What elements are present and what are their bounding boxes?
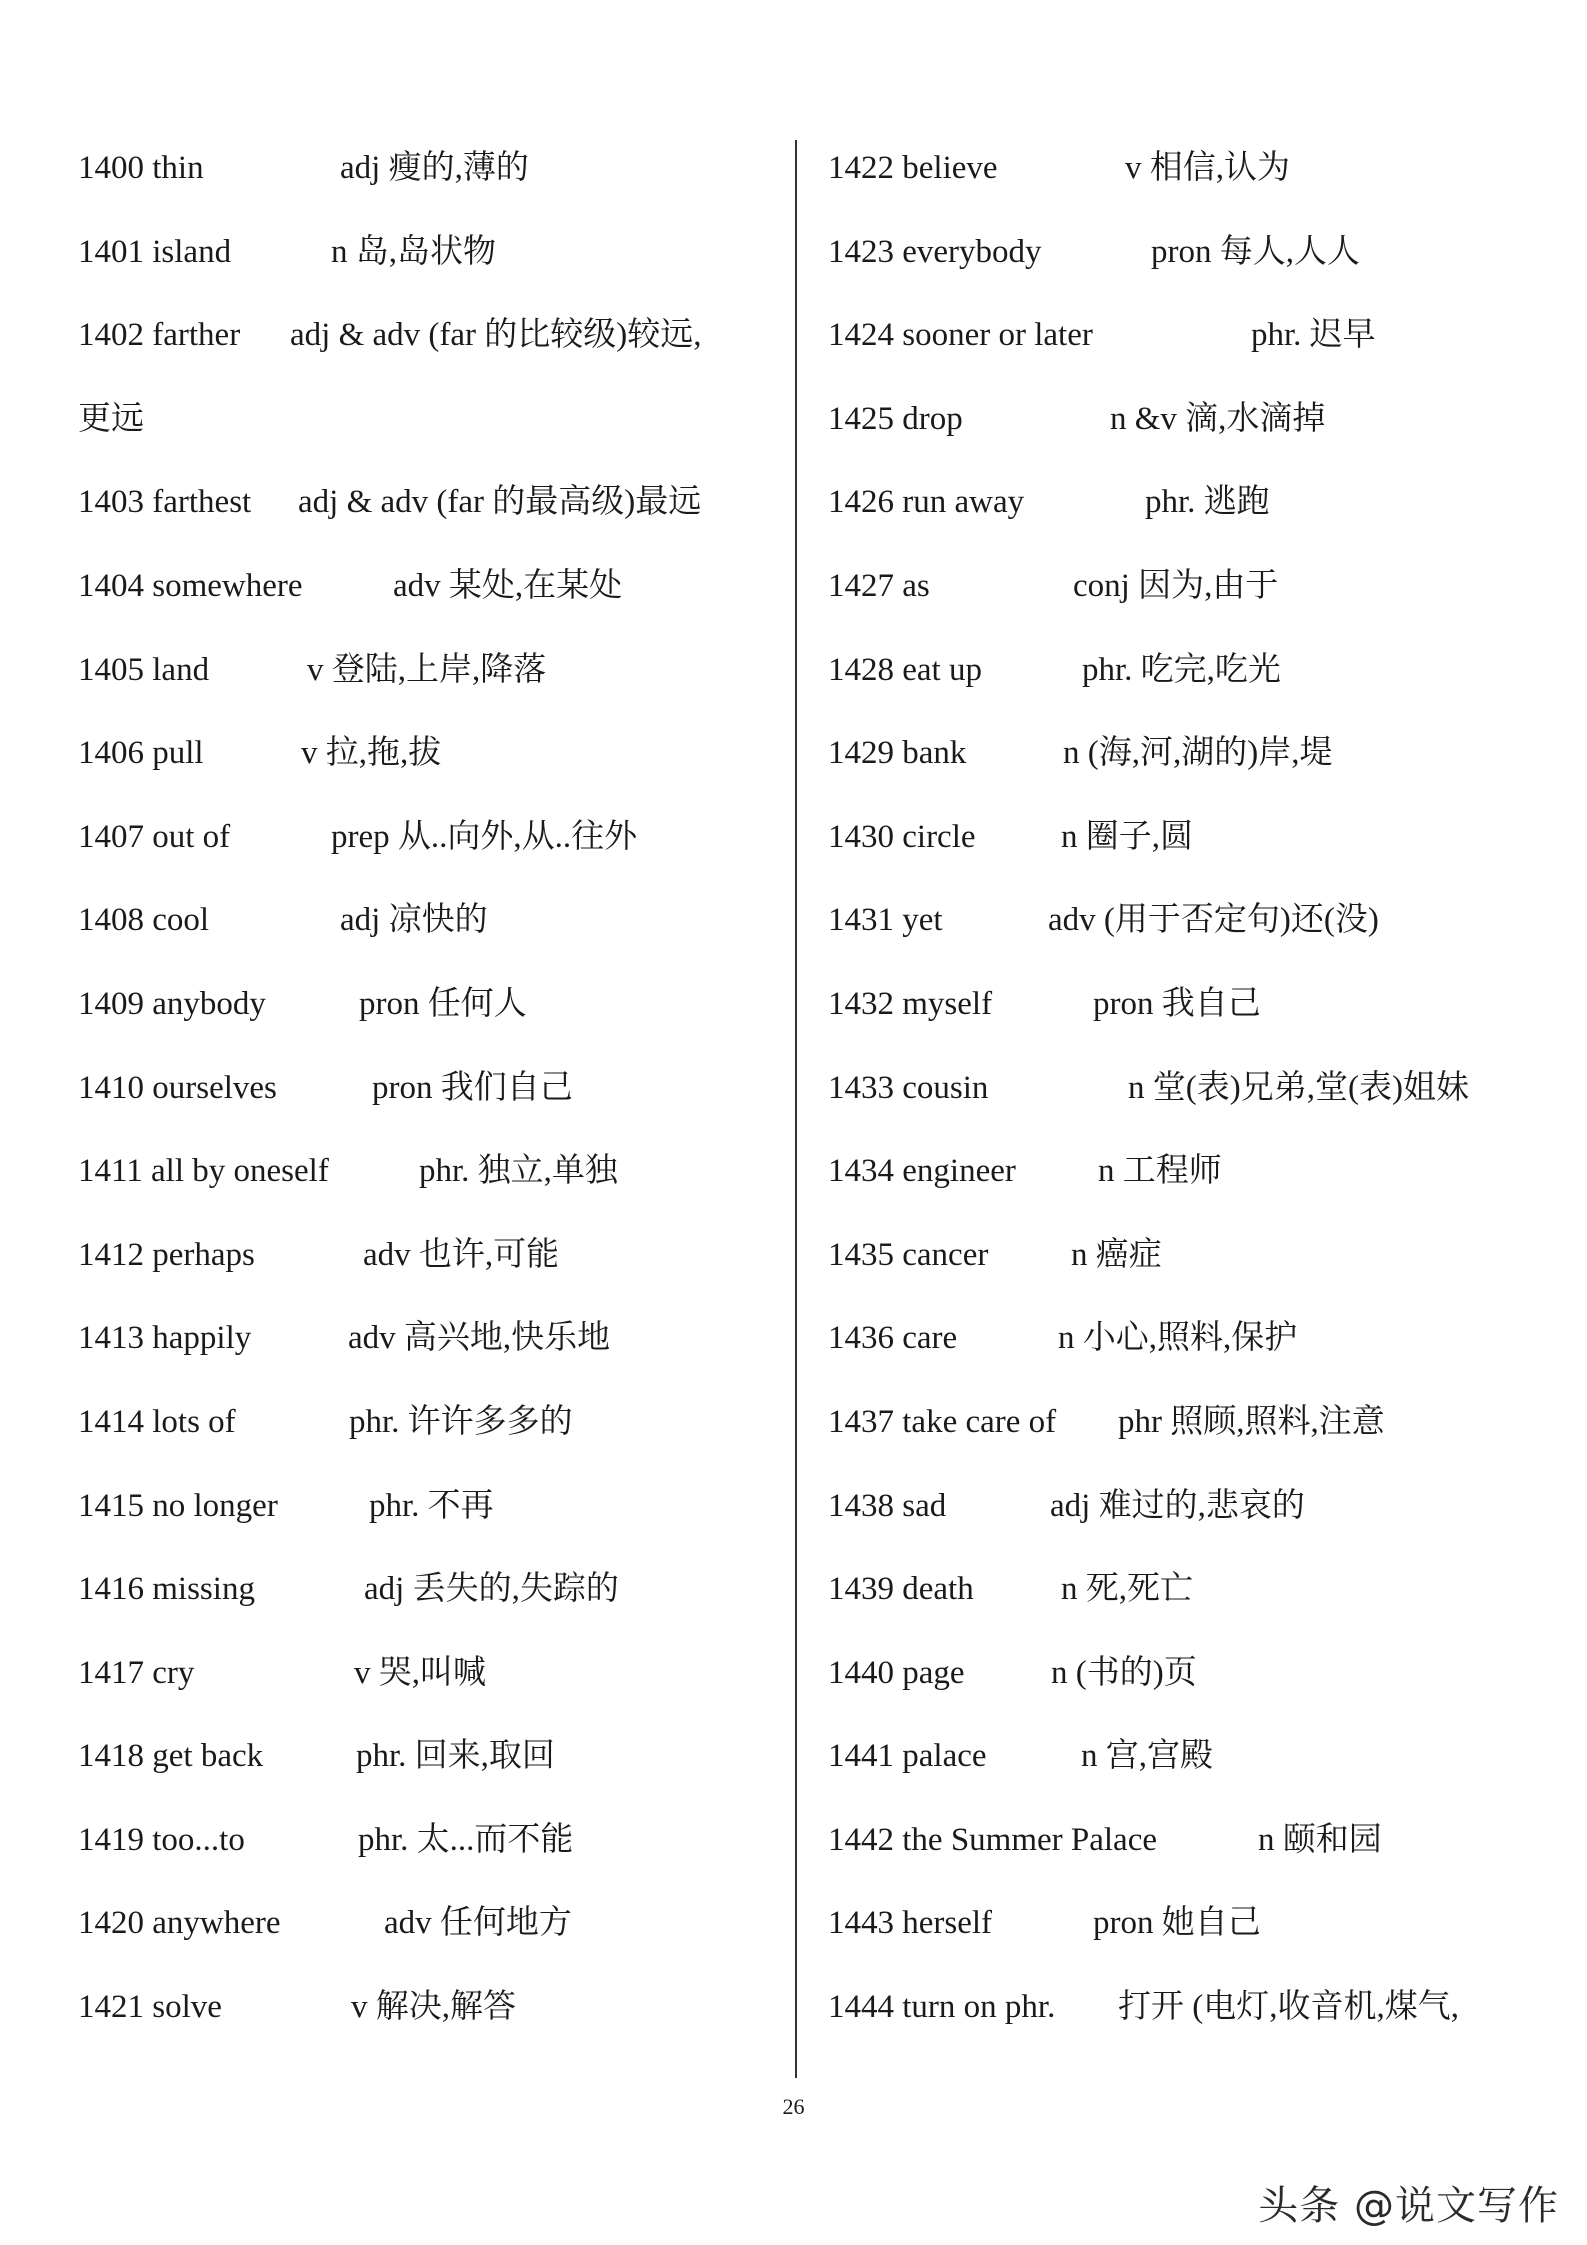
vocab-entry — [828, 1655, 1548, 1739]
vocab-definition: n 圈子,圆 — [1061, 818, 1193, 855]
vocab-definition: phr. 吃完,吃光 — [1082, 651, 1281, 688]
vocab-entry — [828, 484, 1548, 568]
vocab-entry — [78, 1070, 778, 1154]
vocab-definition: phr. 太...而不能 — [358, 1821, 574, 1858]
vocab-definition: pron 我们自己 — [372, 1069, 573, 1106]
vocab-definition: adv 高兴地,快乐地 — [348, 1320, 611, 1357]
vocab-entry — [78, 1488, 778, 1572]
vocab-entry — [828, 317, 1548, 401]
vocab-word: 1437 take care of — [828, 1403, 1057, 1440]
vocab-word: 1441 palace — [828, 1738, 987, 1775]
vocab-entry — [828, 1070, 1548, 1154]
vocab-word: 1405 land — [78, 651, 210, 688]
vocab-definition: n 小心,照料,保护 — [1058, 1320, 1298, 1357]
vocab-entry — [828, 1822, 1548, 1906]
vocab-definition: n 宫,宫殿 — [1081, 1738, 1213, 1775]
vocab-definition: phr. 独立,单独 — [419, 1153, 618, 1190]
vocab-word: 1430 circle — [828, 818, 976, 855]
vocab-definition: n 堂(表)兄弟,堂(表)姐妹 — [1128, 1069, 1469, 1106]
vocab-word: 1429 bank — [828, 735, 967, 772]
vocab-word: 1427 as — [828, 567, 930, 604]
vocab-word: 1414 lots of — [78, 1403, 236, 1440]
vocab-word: 1408 cool — [78, 902, 210, 939]
vocab-entry — [78, 150, 778, 234]
vocab-entry — [828, 902, 1548, 986]
vocab-word: 1413 happily — [78, 1320, 252, 1357]
vocab-definition: v 相信,认为 — [1125, 150, 1290, 186]
vocab-entry — [828, 1153, 1548, 1237]
vocab-definition: pron 我自己 — [1093, 985, 1261, 1022]
vocab-word: 1402 farther — [78, 317, 241, 354]
vocab-definition: phr. 回来,取回 — [356, 1738, 555, 1775]
vocab-word: 1443 herself — [828, 1905, 993, 1942]
vocab-definition: phr. 逃跑 — [1145, 484, 1270, 521]
vocab-entry — [78, 1237, 778, 1321]
vocab-entry — [828, 401, 1548, 485]
vocab-word: 1400 thin — [78, 150, 204, 186]
vocab-entry — [78, 1404, 778, 1488]
vocab-word: 1421 solve — [78, 1989, 222, 2026]
vocab-word: 1438 sad — [828, 1487, 947, 1524]
right-column — [828, 150, 1548, 2073]
vocab-word: 1415 no longer — [78, 1487, 278, 1524]
vocab-definition: adv (用于否定句)还(没) — [1048, 902, 1379, 939]
vocab-word: 1424 sooner or later — [828, 317, 1093, 354]
vocab-word: 1440 page — [828, 1654, 965, 1691]
vocab-word: 1419 too...to — [78, 1821, 245, 1858]
vocab-word: 1428 eat up — [828, 651, 982, 688]
vocab-definition: adj 凉快的 — [340, 902, 488, 939]
vocab-definition: v 拉,拖,拔 — [301, 735, 442, 772]
vocab-entry — [78, 401, 778, 485]
vocab-definition: n 工程师 — [1098, 1153, 1222, 1190]
vocab-word: 1433 cousin — [828, 1069, 989, 1106]
vocab-word: 1406 pull — [78, 735, 204, 772]
vocab-entry — [78, 652, 778, 736]
vocab-word: 1404 somewhere — [78, 567, 303, 604]
vocab-entry — [78, 819, 778, 903]
vocab-word: 1425 drop — [828, 400, 963, 437]
vocab-definition: 打开 (电灯,收音机,煤气, — [1118, 1989, 1459, 2026]
vocab-word: 1434 engineer — [828, 1153, 1016, 1190]
vocab-definition: n (海,河,湖的)岸,堤 — [1063, 735, 1333, 772]
vocab-word: 1418 get back — [78, 1738, 264, 1775]
vocab-entry — [828, 1320, 1548, 1404]
vocab-definition: n 癌症 — [1071, 1236, 1162, 1273]
vocab-definition: n 岛,岛状物 — [331, 233, 496, 270]
vocab-entry — [78, 1822, 778, 1906]
vocab-word: 1411 all by oneself — [78, 1153, 329, 1190]
vocab-entry — [828, 1738, 1548, 1822]
vocab-word: 1407 out of — [78, 818, 231, 855]
vocab-definition: adj & adv (far 的最高级)最远 — [298, 484, 702, 521]
vocab-definition: adj 瘦的,薄的 — [340, 150, 529, 186]
vocab-word: 1436 care — [828, 1320, 958, 1357]
vocab-entry — [828, 568, 1548, 652]
vocab-entry — [78, 1655, 778, 1739]
vocab-definition: conj 因为,由于 — [1073, 567, 1279, 604]
vocab-definition: n &v 滴,水滴掉 — [1110, 400, 1326, 437]
vocab-definition: adj 丢失的,失踪的 — [364, 1571, 619, 1608]
vocab-word: 1410 ourselves — [78, 1069, 277, 1106]
vocab-definition: n (书的)页 — [1051, 1654, 1197, 1691]
vocab-entry — [828, 1905, 1548, 1989]
vocab-definition: v 哭,叫喊 — [354, 1654, 486, 1691]
vocab-definition: prep 从..向外,从..往外 — [331, 818, 638, 855]
vocab-definition: phr. 不再 — [369, 1487, 494, 1524]
vocab-definition: n 颐和园 — [1258, 1821, 1382, 1858]
vocab-entry — [828, 150, 1548, 234]
vocab-word: 1416 missing — [78, 1571, 255, 1608]
vocab-entry — [78, 902, 778, 986]
vocab-word: 1442 the Summer Palace — [828, 1821, 1158, 1858]
vocab-word: 1403 farthest — [78, 484, 252, 521]
vocab-word: 1420 anywhere — [78, 1905, 281, 1942]
vocab-entry — [828, 1404, 1548, 1488]
vocab-entry — [78, 234, 778, 318]
vocab-definition: phr. 许许多多的 — [349, 1403, 573, 1440]
vocab-definition: adv 某处,在某处 — [393, 567, 623, 604]
vocab-word: 1432 myself — [828, 985, 993, 1022]
vocab-word: 1444 turn on phr. — [828, 1989, 1056, 2026]
vocab-entry — [78, 735, 778, 819]
vocab-word: 1422 believe — [828, 150, 998, 186]
vocab-definition: n 死,死亡 — [1061, 1571, 1193, 1608]
vocab-entry — [828, 986, 1548, 1070]
vocab-entry — [828, 1237, 1548, 1321]
vocab-entry — [78, 484, 778, 568]
watermark: 头条 @说文写作 — [1258, 2183, 1559, 2229]
vocab-definition: pron 每人,人人 — [1151, 233, 1360, 270]
vocab-definition: pron 任何人 — [359, 985, 527, 1022]
vocab-entry — [828, 1989, 1548, 2073]
page-number: 26 — [782, 2094, 805, 2119]
vocab-word: 1431 yet — [828, 902, 943, 939]
vocab-entry — [78, 1738, 778, 1822]
vocab-entry — [828, 1571, 1548, 1655]
vocab-definition: phr 照顾,照料,注意 — [1118, 1403, 1385, 1440]
vocab-entry — [828, 234, 1548, 318]
vocab-entry — [828, 735, 1548, 819]
vocab-word: 1401 island — [78, 233, 232, 270]
vocab-entry — [78, 1320, 778, 1404]
vocab-entry — [828, 819, 1548, 903]
column-divider — [795, 140, 797, 2078]
vocab-definition: v 解决,解答 — [351, 1989, 516, 2026]
vocab-word: 1423 everybody — [828, 233, 1042, 270]
vocab-definition: v 登陆,上岸,降落 — [307, 651, 547, 688]
vocab-entry — [78, 1989, 778, 2073]
vocab-entry — [78, 568, 778, 652]
vocab-definition: adj & adv (far 的比较级)较远, — [290, 317, 702, 354]
vocab-word: 1409 anybody — [78, 985, 266, 1022]
vocab-word: 1426 run away — [828, 484, 1025, 521]
vocab-word: 1435 cancer — [828, 1236, 989, 1273]
vocab-entry — [78, 1571, 778, 1655]
vocab-definition: pron 她自己 — [1093, 1905, 1261, 1942]
vocab-entry — [78, 1905, 778, 1989]
vocab-definition: adj 难过的,悲哀的 — [1050, 1487, 1305, 1524]
vocab-word: 1412 perhaps — [78, 1236, 255, 1273]
vocab-definition: adv 任何地方 — [384, 1905, 572, 1942]
vocab-definition: phr. 迟早 — [1251, 317, 1376, 354]
vocab-word: 1439 death — [828, 1571, 974, 1608]
vocab-entry — [78, 986, 778, 1070]
vocab-definition: adv 也许,可能 — [363, 1236, 560, 1273]
vocab-definition: 更远 — [78, 400, 144, 437]
vocab-entry — [78, 317, 778, 401]
vocab-entry — [828, 1488, 1548, 1572]
vocab-word: 1417 cry — [78, 1654, 195, 1691]
vocab-entry — [828, 652, 1548, 736]
vocab-entry — [78, 1153, 778, 1237]
left-column — [78, 150, 778, 2073]
